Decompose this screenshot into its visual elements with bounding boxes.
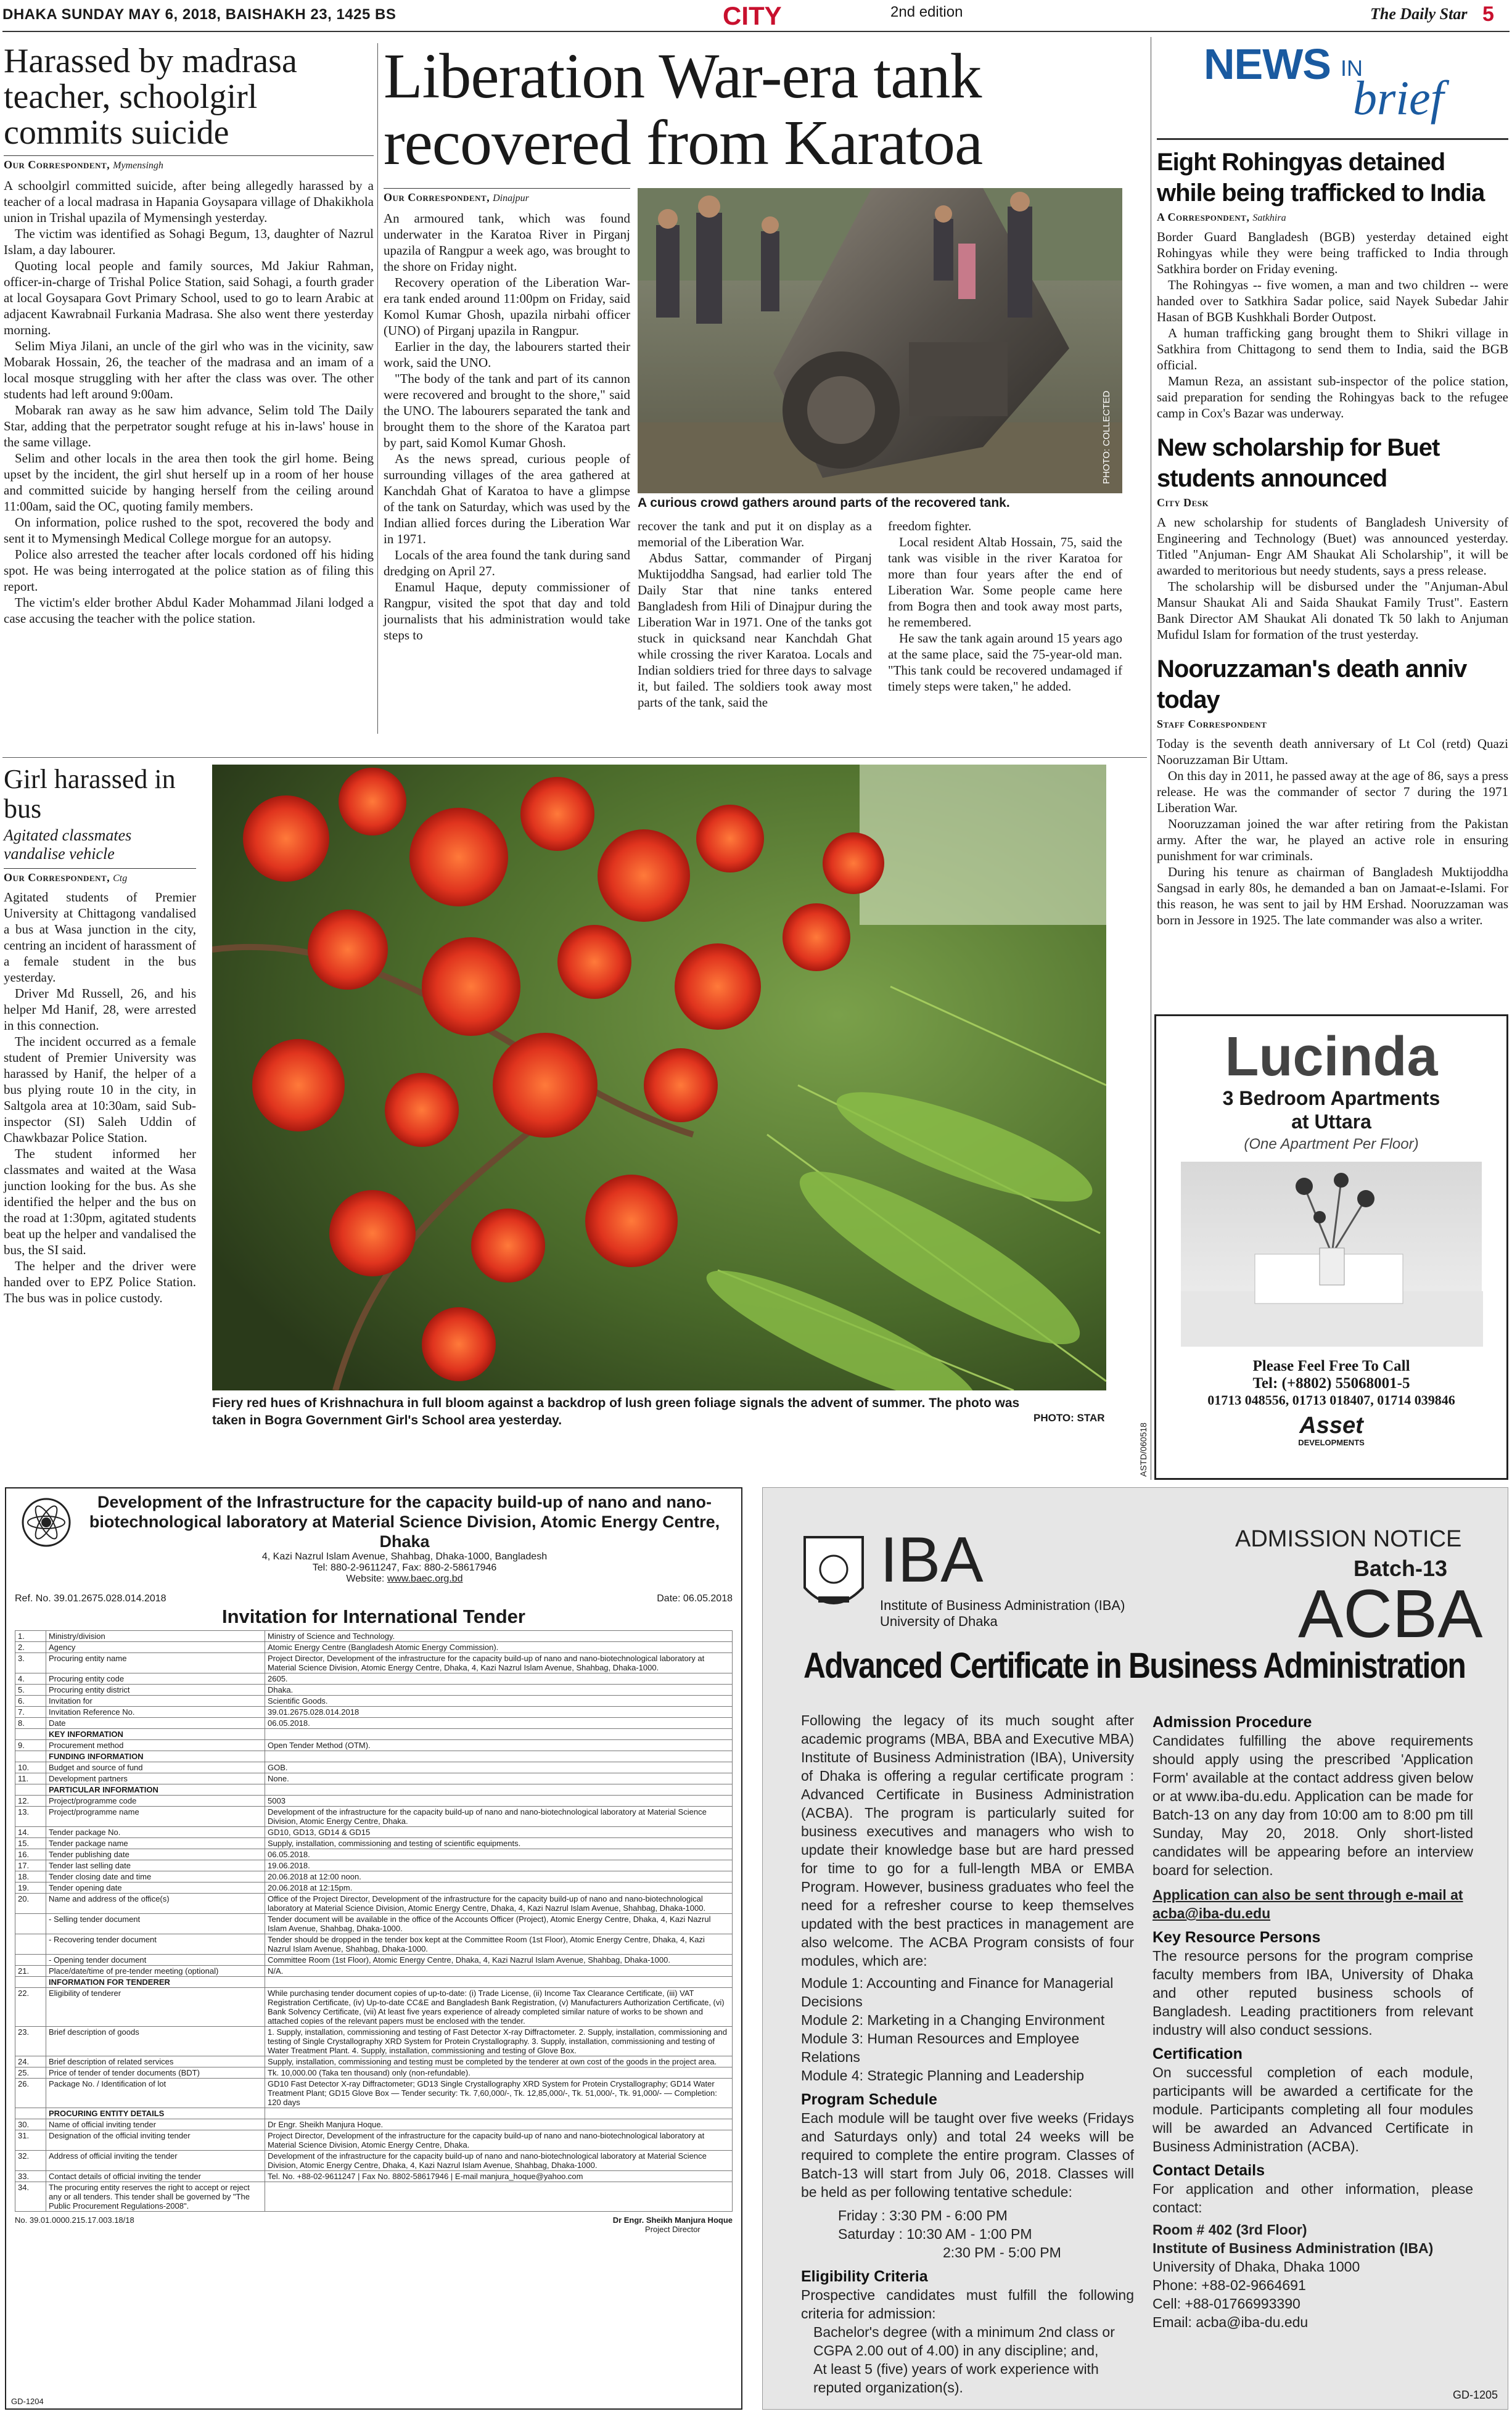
- sub-edition: 2nd edition: [890, 4, 963, 20]
- iba-title: Advanced Certificate in Business Administration: [803, 1646, 1466, 1686]
- edition-line: DHAKA SUNDAY MAY 6, 2018, BAISHAKH 23, 1425 BS: [2, 6, 396, 23]
- tender-title: Development of the Infrastructure for the capacity build-up of nano and nano-biotechnological laboratory at Material Science Division, Atomic Energy Centre, Dhaka: [89, 1493, 720, 1551]
- tender-row: 24. Brief description of related services Supply, installation, commissioning and testing must be completed by the tenderer at own cost of the goods in the project area.: [15, 2056, 733, 2067]
- tender-row: PARTICULAR INFORMATION: [15, 1784, 733, 1796]
- baec-seal: [21, 1497, 72, 1548]
- tender-website-link[interactable]: www.baec.org.bd: [387, 1574, 463, 1584]
- lucinda-photo: [1181, 1162, 1482, 1347]
- news-in-brief: [1157, 39, 1508, 928]
- lucinda-logo: Lucinda: [1225, 1026, 1438, 1088]
- tank-headline: Liberation War-era tank recovered from Karatoa: [384, 41, 983, 178]
- lucinda-ad: Lucinda 3 Bedroom Apartments at Uttara (One Apartment Per Floor) Please Feel Free To Call Tel: (+8802) 55068001-5 01713 048556, 01713 018407, 01714 039846 Asset DEVELOPMENTS: [1154, 1014, 1508, 1480]
- tender-row: 25. Price of tender of tender documents (BDT) Tk. 10,000.00 (Taka ten thousand) only (non-refundable).: [15, 2067, 733, 2079]
- tender-row: PROCURING ENTITY DETAILS: [15, 2108, 733, 2119]
- tender-row: 22. Eligibility of tenderer While purchasing tender document copies of up-to-date: (i) Trade License, (ii) Income Tax Clearance Certificate, (iii) VAT Registration Certificate, (iv) Up-to-date CC&E and Bangladesh Bank Registration, (v) Manufacturers Authorization Certificate, (vi) Bank Solvency Certificate, (vii) At least five years experience of already completed similar nature of works to be shown and attached copies of the relevant papers must be enclosed with the tender.: [15, 1988, 733, 2027]
- tender-row: 14. Tender package No. GD10, GD13, GD14 & GD15: [15, 1827, 733, 1838]
- tank-photo: [638, 188, 1122, 493]
- tender-heading: Invitation for International Tender: [221, 1606, 525, 1627]
- tank-col3: freedom fighter. Local resident Altab Hossain, 75, said the tank was visible in the river Karatoa for more than four years after the end of Liberation War. Some people came here from Bogra then and took away most parts, he remembered. He saw the tank again around 15 years ago at the same place, said the 75-year-old man. "This tank could be recovered undamaged if timely steps were taken," he added.: [888, 519, 1122, 694]
- madrasa-byline: Our Correspondent, Mymensingh: [4, 155, 374, 171]
- tender-row: 16. Tender publishing date 06.05.2018.: [15, 1849, 733, 1860]
- tender-row: - Recovering tender document Tender should be dropped in the tender box kept at the Committee Room (1st Floor), Atomic Energy Centre, Dhaka, 4, Kazi Nazrul Islam Avenue, Shahbag, Dhaka-1000.: [15, 1934, 733, 1955]
- tank-photo-credit: PHOTO: COLLECTED: [1101, 390, 1112, 484]
- tank-story: [384, 43, 1148, 176]
- flower-caption: Fiery red hues of Krishnachura in full bloom against a backdrop of lush green foliage signals the advent of summer. The photo was taken in Bogra Government Girl's School area yesterday.: [212, 1396, 1020, 1427]
- tender-row: 6. Invitation for Scientific Goods.: [15, 1696, 733, 1707]
- tender-row: 21. Place/date/time of pre-tender meeting (optional) N/A.: [15, 1966, 733, 1977]
- tender-row: 7. Invitation Reference No. 39.01.2675.028.014.2018: [15, 1707, 733, 1718]
- tender-row: 33. Contact details of official inviting the tender Tel. No. +88-02-9611247 | Fax No. 8802-58617946 | E-mail manjura_hoque@yahoo.com: [15, 2171, 733, 2182]
- tank-caption: A curious crowd gathers around parts of the recovered tank.: [638, 496, 1010, 510]
- tender-row: 15. Tender package name Supply, installation, commissioning and testing of scientific equipments.: [15, 1838, 733, 1849]
- tender-row: 17. Tender last selling date 19.06.2018.: [15, 1860, 733, 1871]
- du-crest: [800, 1532, 868, 1619]
- tender-row: 3. Procuring entity name Project Director, Development of the infrastructure for the capacity build-up of nano and nano-biotechnological laboratory at Material Science Division, Atomic Energy Centre, Dhaka, 4, Kazi Nazrul Islam Avenue, Shahbag, Dhaka-1000.: [15, 1653, 733, 1673]
- tender-row: - Selling tender document Tender document will be available in the office of the Accounts Officer (Project), Atomic Energy Centre, Dhaka, 4, Kazi Nazrul Islam Avenue, Shahbag, Dhaka-1000.: [15, 1914, 733, 1934]
- tender-row: 31. Designation of the official inviting tender Project Director, Development of the infrastructure for the capacity build-up of nano and nano-biotechnological laboratory at Material Science Division, Atomic Energy Centre, Dhaka.: [15, 2130, 733, 2151]
- lucinda-code: ASTD/060518: [1138, 1423, 1148, 1477]
- tender-row: KEY INFORMATION: [15, 1729, 733, 1740]
- tender-row: 30. Name of official inviting tender Dr Engr. Sheikh Manjura Hoque.: [15, 2119, 733, 2130]
- tender-row: INFORMATION FOR TENDERER: [15, 1977, 733, 1988]
- madrasa-story: [4, 43, 374, 626]
- tender-row: 20. Name and address of the office(s) Office of the Project Director, Development of the infrastructure for the capacity build-up of nano and nano-biotechnological laboratory at Material Science Division, Atomic Energy Centre, Dhaka, 4, Kazi Nazrul Islam Avenue, Shahbag, Dhaka-1000.: [15, 1894, 733, 1914]
- paper-name: The Daily Star: [1370, 5, 1468, 23]
- tender-row: 32. Address of official inviting the tender Development of the infrastructure for the capacity build-up of nano and nano-biotechnological laboratory at Material Science Division, Atomic Energy Centre, Dhaka, 4, Kazi Nazrul Islam Avenue, Shahbag, Dhaka-1000.: [15, 2151, 733, 2171]
- brief-item-nooruzzaman: Nooruzzaman's death anniv today Staff Correspondent Today is the seventh death anniversary of Lt Col (retd) Quazi Nooruzzaman Bir Uttam. On this day in 2011, he passed away at the age of 86, says a press release. He was the commander of sector 7 during the 1971 Liberation War. Nooruzzaman joined the war after retiring from the Pakistan army. After the war, he played an active role in ensuring punishment for war criminals. During his tenure as chairman of Bangladesh Muktijoddha Sangsad in early 80s, he demanded a ban on Jamaat-e-Islami. For this reason, he was sent to jail by HM Ershad. Nooruzzaman was born in Jessore in 1925. The late commander was also a writer.: [1157, 655, 1508, 927]
- tender-row: 34. The procuring entity reserves the right to accept or reject any or all tenders. This tender shall be governed by "The Public Procurement Regulations-2008".: [15, 2182, 733, 2212]
- madrasa-body: A schoolgirl committed suicide, after being allegedly harassed by a teacher of a local madrasa in Hapania Goysapara village of Dhakikhola union in Trishal upazila of Mymensingh yesterday. The victim was identified as Sohagi Begum, 13, daughter of Nazrul Islam, a day labourer. Quoting local people and family sources, Md Jakiur Rahman, officer-in-charge of Trishal Police Station, said Sohagi, a fourth grader at local Goysapara Govt Primary School, used to go to learn Arabic at adjacent Kawrabnail Furkania Madrasa. She also went there yesterday morning. Selim Miya Jilani, an uncle of the girl who was in the vicinity, saw Mobarak Hossain, 26, the teacher of the madrasa and an imam of a local mosque struggling with her after the class was over. The other students had left around 9:00am. Mobarak ran away as he saw him advance, Selim told The Daily Star, adding that the perpetrator sought refuge at his in-laws' house in the same village. Selim and other locals in the area then took the girl home. Being upset by the incident, the girl shut herself up in a room of her house and committed suicide by hanging herself from the ceiling around 11:00am, said the OC, quoting family members. On information, police rushed to the spot, recovered the body and sent it to Mymensingh Medical College morgue for an autopsy. Police also arrested the teacher after locals cordoned off his hiding spot. He was being interrogated at the police station as of filing this report. The victim's elder brother Abdul Kader Mohammad Jilani lodged a case accusing the teacher with the police station.: [4, 178, 374, 626]
- bus-headline: Girl harassed in bus: [4, 764, 176, 824]
- masthead: [2, 2, 1510, 32]
- tender-row: - Opening tender document Committee Room (1st Floor), Atomic Energy Centre, Dhaka, 4, Kazi Nazrul Islam Avenue, Shahbag, Dhaka-1000.: [15, 1955, 733, 1966]
- tender-row: 13. Project/programme name Development of the infrastructure for the capacity build-up of nano and nano-biotechnological laboratory at Material Science Division, Atomic Energy Centre, Dhaka.: [15, 1807, 733, 1827]
- asset-logo: Asset: [1299, 1413, 1363, 1439]
- tender-row: 11. Development partners None.: [15, 1773, 733, 1784]
- acba-logo: ACBA: [1298, 1576, 1483, 1652]
- tender-notice: Development of the Infrastructure for the capacity build-up of nano and nano-biotechnological laboratory at Material Science Division, Atomic Energy Centre, Dhaka 4, Kazi Nazrul Islam Avenue, Shahbag, Dhaka-1000, Bangladesh Tel: 880-2-9611247, Fax: 880-2-58617946 Website: www.baec.org.bd Ref. No. 39.01.2675.028.014.2018 Date: 06.05.2018 Invitation for International Tender 1. Ministry/division Ministry of Science and Technology. 2. Agency Atomic Energy Centre (Bangladesh Atomic Energy Commission). 3. Procuring entity name Project Director, Development of the infrastructure for the capacity build-up of nano and nano-biotechnological laboratory at Material Science Division, Atomic Energy Centre, Dhaka, 4, Kazi Nazrul Islam Avenue, Shahbag, Dhaka-1000. 4. Procuring entity code 2605. 5. Procuring entity district Dhaka. 6. Invitation for Scientific Goods. 7. Invitation Reference No. 39.01.2675.028.014.2018 8. Date 06.05.2018. KEY INFORMATION 9. Procurement method Open Tender Method (OTM). FUNDING INFORMATION 10. Budget and source of fund GOB. 11. Development partners None. PARTICULAR INFORMATION 12. Project/programme code 5003 13. Project/programme name Development of the infrastructure for the capacity build-up of nano and nano-biotechnological laboratory at Material Science Division, Atomic Energy Centre, Dhaka. 14. Tender package No. GD10, GD13, GD14 & GD15 15. Tender package name Supply, installation, commissioning and testing of scientific equipments. 16. Tender publishing date 06.05.2018. 17. Tender last selling date 19.06.2018. 18. Tender closing date and time 20.06.2018 at 12:00 noon. 19. Tender opening date 20.06.2018 at 12:15pm. 20. Name and address of the office(s) Office of the Project Director, Development of the infrastructure for the capacity build-up of nano and nano-biotechnological laboratory at Material Science Division, Atomic Energy Centre, Dhaka, 4, Kazi Nazrul Islam Avenue, Shahbag, Dhaka-1000. - Selling tender document Tender document will be available in the office of the Accounts Officer (Project), Atomic Energy Centre, Dhaka, 4, Kazi Nazrul Islam Avenue, Shahbag, Dhaka-1000. - Recovering tender document Tender should be dropped in the tender box kept at the Committee Room (1st Floor), Atomic Energy Centre, Dhaka, 4, Kazi Nazrul Islam Avenue, Shahbag, Dhaka-1000. - Opening tender document Committee Room (1st Floor), Atomic Energy Centre, Dhaka, 4, Kazi Nazrul Islam Avenue, Shahbag, Dhaka-1000. 21. Place/date/time of pre-tender meeting (optional) N/A. INFORMATION FOR TENDERER 22. Eligibility of tenderer While purchasing tender document copies of up-to-date: (i) Trade License, (ii) Income Tax Clearance Certificate, (iii) VAT Registration Certificate, (iv) Up-to-date CC&E and Bangladesh Bank Registration, (v) Manufacturers Authorization Certificate, (vi) Bank Solvency Certificate, (vii) At least five years experience of already completed similar nature of works to be shown and attached copies of the relevant papers must be enclosed with the tender. 23. Brief description of goods 1. Supply, installation, commissioning and testing of Fast Detector X-ray Diffractometer. 2. Supply, installation, commissioning and testing of Single Crystallography XRD System for Protein Crystallography. 3. Supply, installation, commissioning and testing of Water Treatment Plant. 4. Supply, installation, commissioning and testing of Glove Box. 24. Brief description of related services Supply, installation, commissioning and testing must be completed by the tenderer at own cost of the goods in the project area. 25. Price of tender of tender documents (BDT) Tk. 10,000.00 (Taka ten thousand) only (non-refundable). 26. Package No. / Identification of lot GD10 Fast Detector X-ray Diffractometer; GD13 Single Crystallography XRD System for Protein Crystallography; GD14 Water Treatment Plant; GD15 Glove Box — Tender security: Tk. 7,60,000/-, Tk. 12,85,000/-, Tk. 51,000/-, Tk. 91,000/- — Completion: 120 days PROCURING ENTITY DETAILS 30. Name of official inviting tender Dr Engr. Sheikh Manjura Hoque. 31. Designation of the official inviting tender Project Director, Development of the infrastructure for the capacity build-up of nano and nano-biotechnological laboratory at Material Science Division, Atomic Energy Centre, Dhaka. 32. Address of official inviting the tender Development of the infrastructure for the capacity build-up of nano and nano-biotechnological laboratory at Material Science Division, Atomic Energy Centre, Dhaka, 4, Kazi Nazrul Islam Avenue, Shahbag, Dhaka-1000. 33. Contact details of official inviting the tender Tel. No. +88-02-9611247 | Fax No. 8802-58617946 | E-mail manjura_hoque@yahoo.com 34. The procuring entity reserves the right to accept or reject any or all tenders. This tender shall be governed by "The Public Procurement Regulations-2008". No. 39.01.0000.215.17.003.18/18 Dr Engr. Sheikh Manjura Hoque Project Director GD-1204: [5, 1487, 742, 2410]
- iba-email-note[interactable]: Application can also be sent through e-mail at acba@iba-du.edu: [1152, 1887, 1463, 1921]
- tender-row: FUNDING INFORMATION: [15, 1751, 733, 1762]
- brief-item-buet: New scholarship for Buet students announced City Desk A new scholarship for students of Bangladesh University of Engineering and Technology (Buet) was announced yesterday. Titled "Anjuman- Engr AM Shaukat Ali Scholarship", it will be awarded to meritorious but needy students, says a press release. The scholarship will be disbursed under the "Anjuman-Abul Mansur Shaukat Ali and Saida Shaukat Family Trust". Eastern Bank Director AM Shaukat Ali donated Tk 50 lakh to Anjuman Mufidul Islam for formation of the trust yesterday.: [1157, 434, 1508, 642]
- section-label: CITY: [723, 1, 782, 30]
- tender-row: 18. Tender closing date and time 20.06.2018 at 12:00 noon.: [15, 1871, 733, 1882]
- tender-row: 26. Package No. / Identification of lot GD10 Fast Detector X-ray Diffractometer; GD13 Single Crystallography XRD System for Protein Crystallography; GD14 Water Treatment Plant; GD15 Glove Box — Tender security: Tk. 7,60,000/-, Tk. 12,85,000/-, Tk. 51,000/-, Tk. 91,000/- — Completion: 120 days: [15, 2079, 733, 2108]
- iba-logo: IBA: [880, 1524, 984, 1596]
- tender-row: 4. Procuring entity code 2605.: [15, 1673, 733, 1685]
- tender-row: 19. Tender opening date 20.06.2018 at 12:15pm.: [15, 1882, 733, 1894]
- bus-subhead: Agitated classmates vandalise vehicle: [4, 826, 132, 863]
- tank-col1: Our Correspondent, Dinajpur An armoured tank, which was found underwater in the Karatoa River in Pirganj upazila of Rangpur a week ago, was brought to the shore on Friday night. Recovery operation of the Liberation War-era tank ended around 11:00pm on Friday, said Komol Kumar Ghosh, upazila nirbahi officer (UNO) of Pirganj upazila in Rangpur. Earlier in the day, the labourers started their work, said the UNO. "The body of the tank and part of its cannon were recovered and brought to the shore," said the UNO. The labourers separated the tank and brought them to the shore of the Karatoa part by part, said Komol Kumar Ghosh. As the news spread, curious people of surrounding villages of the area gathered at Kanchdah Ghat of Karatoa to have a glimpse of the tank on Saturday, which was used by the Indian allied forces during the Liberation War in 1971. Locals of the area found the tank during sand dredging on April 27. Enamul Haque, deputy commissioner of Rangpur, visited the spot that day and told journalists that his administration would take steps to: [384, 188, 630, 643]
- iba-left-col: Following the legacy of its much sought after academic programs (MBA, BBA and Executive MBA) Institute of Business Administration (IBA), University of Dhaka is offering a regular certificate program : Advanced Certificate in Business Administration (ACBA). The program is particularly suited for business executives and managers who wish to update their knowledge base but are hard pressed for time to go for a full-length MBA or EMBA Program. However, business graduates who feel the need for a refresher course to keep themselves updated with the best practices in management are also welcome. The ACBA Program consists of four modules, which are: Module 1: Accounting and Finance for Managerial Decisions Module 2: Marketing in a Changing Environment Module 3: Human Resources and Employee Relations Module 4: Strategic Planning and Leadership Program Schedule Each module will be taught over five weeks (Fridays and Saturdays only) and total 24 weeks will be required to complete the entire program. Classes of Batch-13 will start from July 06, 2018. Classes will be held as per following tentative schedule: Friday : 3:30 PM - 6:00 PM Saturday : 10:30 AM - 1:00 PM 2:30 PM - 5:00 PM Eligibility Criteria Prospective candidates must fulfill the following criteria for admission: Bachelor's degree (with a minimum 2nd class or CGPA 2.00 out of 4.00) in any discipline; and, At least 5 (five) years of work experience with reputed organization(s).: [801, 1712, 1134, 2396]
- tender-row: 5. Procuring entity district Dhaka.: [15, 1685, 733, 1696]
- madrasa-headline: Harassed by madrasa teacher, schoolgirl commits suicide: [4, 42, 297, 152]
- iba-admission-notice: ADMISSION NOTICE: [1235, 1526, 1462, 1552]
- iba-email[interactable]: Email: acba@iba-du.edu: [1152, 2314, 1309, 2330]
- brief-item-rohingya: Eight Rohingyas detained while being trafficked to India A Correspondent, Satkhira Border Guard Bangladesh (BGB) yesterday detained eight Rohingyas while they were being trafficked to India through Satkhira border on Friday evening. The Rohingyas -- five women, a man and two children -- were handed over to Satkhira Sadar police, said Nayek Subedar Jahir Hasan of BGB Kushkhali Border Outpost. A human trafficking gang brought them to Shikri village in Satkhira from Chittagong to send them to India, said the BGB official. Mamun Reza, an assistant sub-inspector of the police station, said preparation for sending the Rohingyas back to the refugee camp in Cox's Bazar was underway.: [1157, 149, 1508, 421]
- flower-credit: PHOTO: STAR: [1033, 1412, 1105, 1424]
- tender-row: 8. Date 06.05.2018.: [15, 1718, 733, 1729]
- tender-row: 10. Budget and source of fund GOB.: [15, 1762, 733, 1773]
- flower-photo: [212, 765, 1106, 1390]
- page-number: 5: [1482, 2, 1494, 26]
- tender-row: 23. Brief description of goods 1. Supply, installation, commissioning and testing of Fast Detector X-ray Diffractometer. 2. Supply, installation, commissioning and testing of Single Crystallography XRD System for Protein Crystallography. 3. Supply, installation, commissioning and testing of Water Treatment Plant. 4. Supply, installation, commissioning and testing of Glove Box.: [15, 2027, 733, 2056]
- bus-story: Girl harassed in bus Agitated classmates vandalise vehicle Our Correspondent, Ctg Agitated students of Premier University at Chittagong vandalised a bus at Wasa junction in the city, centring an incident of harassment of a female student in the bus yesterday. Driver Md Russell, 26, and his helper Md Hanif, 28, were arrested in this connection. The incident occurred as a female student of Premier University was harassed by Hanif, the helper of a bus plying route 10 in the city, in Saltgola area at 10:30am, said Sub-inspector (SI) Saleh Uddin of Chawkbazar Police Station. The student informed her classmates and waited at the Wasa junction looking for the bus. As she identified the helper and the bus on the road at 1:30pm, agitated students beat up the helper and vandalised the bus, the SI said. The helper and the driver were handed over to EPZ Police Station. The bus was in police custody.: [4, 764, 196, 1305]
- tender-table: [15, 1630, 733, 2212]
- iba-right-col: Admission Procedure Candidates fulfilling the above requirements should apply using the prescribed 'Application Form' available at the contact address given below or at www.iba-du.edu. Application can be made for Batch-13 on any day from 10:00 am to 8:00 pm till Sunday, May 20, 2018. Only short-listed candidates will be appearing before an interview board for selection. Application can also be sent through e-mail at acba@iba-du.edu Key Resource Persons The resource persons for the program comprise faculty members from IBA, University of Dhaka and other reputed business schools of Bangladesh. Leading practitioners from relevant industry will also conduct sessions. Certification On successful completion of each module, participants will be awarded a certificate for the module. Participants completing all four modules will be awarded an Advanced Certificate in Business Administration (ACBA). Contact Details For application and other information, please contact: Room # 402 (3rd Floor) Institute of Business Administration (IBA) University of Dhaka, Dhaka 1000 Phone: +88-02-9664691 Cell: +88-01766993390 Email: acba@iba-du.edu: [1152, 1714, 1473, 2330]
- tender-row: 9. Procurement method Open Tender Method (OTM).: [15, 1740, 733, 1751]
- tender-row: 1. Ministry/division Ministry of Science and Technology.: [15, 1631, 733, 1642]
- tank-col2: recover the tank and put it on display as a memorial of the Liberation War. Abdus Sattar, commander of Pirganj Muktijoddha Sangsad, had earlier told The Daily Star that nine tanks entered Bangladesh from Hili of Dinajpur during the Liberation War in 1971. One of the tanks got stuck in quicksand near Kanchdah Ghat while crossing the river Karatoa. Locals and Indian soldiers tried for three days to salvage it, but failed. The soldiers took away most parts of the tank, said the: [638, 519, 872, 710]
- iba-ad: ADMISSION NOTICE Batch-13 ACBA IBA Institute of Business Administration (IBA) University of Dhaka Advanced Certificate in Business Administration Following the legacy of its much sought after academic programs (MBA, BBA and Executive MBA) Institute of Business Administration (IBA), University of Dhaka is offering a regular certificate program : Advanced Certificate in Business Administration (ACBA). The program is particularly suited for business executives and managers who wish to update their knowledge base but are hard pressed for time to go for a full-length MBA or EMBA Program. However, business graduates who feel the need for a refresher course to keep themselves updated with the best practices in management are also welcome. The ACBA Program consists of four modules, which are: Module 1: Accounting and Finance for Managerial Decisions Module 2: Marketing in a Changing Environment Module 3: Human Resources and Employee Relations Module 4: Strategic Planning and Leadership Program Schedule Each module will be taught over five weeks (Fridays and Saturdays only) and total 24 weeks will be required to complete the entire program. Classes of Batch-13 will start from July 06, 2018. Classes will be held as per following tentative schedule: Friday : 3:30 PM - 6:00 PM Saturday : 10:30 AM - 1:00 PM 2:30 PM - 5:00 PM Eligibility Criteria Prospective candidates must fulfill the following criteria for admission: Bachelor's degree (with a minimum 2nd class or CGPA 2.00 out of 4.00) in any discipline; and, At least 5 (five) years of work experience with reputed organization(s). Admission Procedure Candidates fulfilling the above requirements should apply using the prescribed 'Application Form' available at the contact address given below or at www.iba-du.edu. Application can be made for Batch-13 on any day from 10:00 am to 8:00 pm till Sunday, May 20, 2018. Only short-listed candidates will be appearing before an interview board for selection. Application can also be sent through e-mail at acba@iba-du.edu Key Resource Persons The resource persons for the program comprise faculty members from IBA, University of Dhaka and other reputed business schools of Bangladesh. Leading practitioners from relevant industry will also conduct sessions. Certification On successful completion of each module, participants will be awarded a certificate for the module. Participants completing all four modules will be awarded an Advanced Certificate in Business Administration (ACBA). Contact Details For application and other information, please contact: Room # 402 (3rd Floor) Institute of Business Administration (IBA) University of Dhaka, Dhaka 1000 Phone: +88-02-9664691 Cell: +88-01766993390 Email: acba@iba-du.edu GD-1205: [762, 1487, 1508, 2410]
- tender-row: 2. Agency Atomic Energy Centre (Bangladesh Atomic Energy Commission).: [15, 1642, 733, 1653]
- brief-title: NEWS IN brief: [1204, 40, 1444, 125]
- tender-row: 12. Project/programme code 5003: [15, 1796, 733, 1807]
